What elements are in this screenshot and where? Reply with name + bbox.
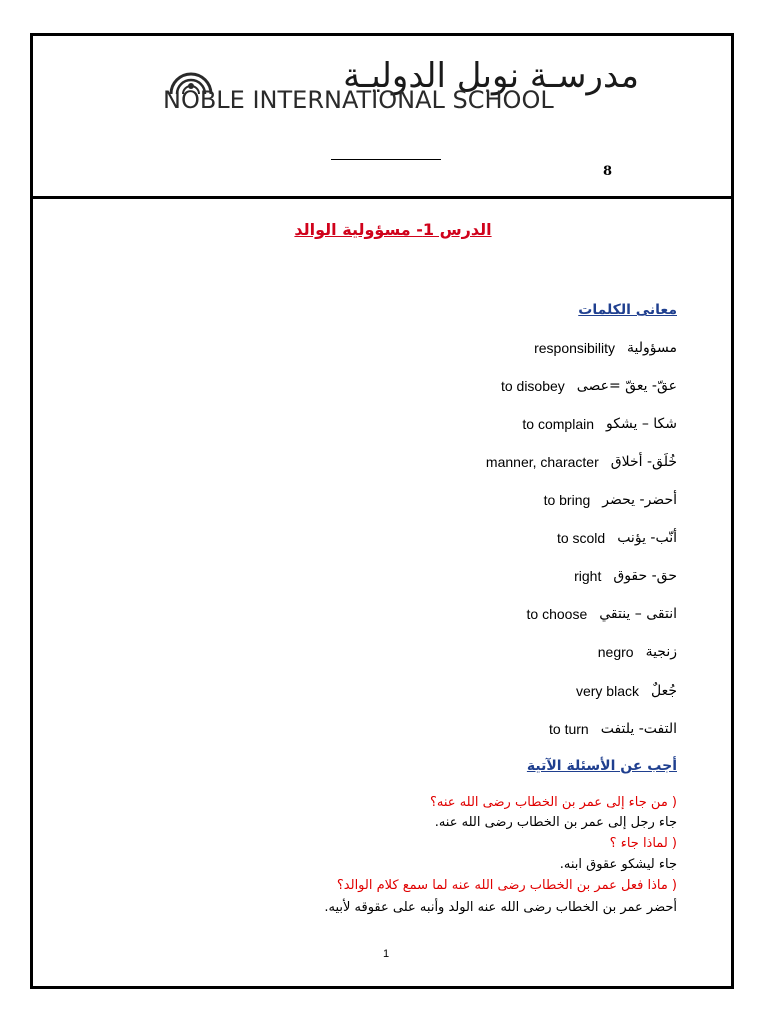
vocab-row: [544, 488, 677, 512]
vocab-arabic: أحضر- يحضر: [602, 492, 677, 508]
vocab-row: [534, 336, 677, 360]
vocab-row: [486, 450, 677, 474]
vocab-arabic: خُلَق- أخلاق: [610, 454, 677, 470]
vocab-english: to turn: [549, 721, 589, 737]
vocab-arabic: انتقى – ينتقي: [599, 606, 677, 622]
answer-2: جاء ليشكو عقوق ابنه.: [559, 857, 677, 872]
page-number: 1: [383, 948, 390, 960]
vocab-arabic: حق- حقوق: [613, 568, 677, 584]
vocab-row: [549, 717, 677, 741]
vocab-arabic: جُعلٌ: [650, 683, 677, 699]
questions-heading: أجب عن الأسئلة الآتية: [526, 758, 677, 774]
question-3: ( ماذا فعل عمر بن الخطاب رضى الله عنه لما سمع كلام الوالد؟: [336, 878, 677, 893]
vocab-english: to complain: [522, 416, 595, 432]
vocab-arabic: أنّب- يؤنب: [617, 530, 677, 546]
vocab-english: to bring: [543, 492, 591, 508]
header: [33, 36, 731, 199]
vocab-english: to disobey: [500, 378, 565, 394]
vocab-row: [557, 526, 677, 550]
vocab-english: to scold: [556, 530, 606, 546]
vocab-english: to choose: [526, 606, 588, 622]
header-underline: [331, 159, 441, 160]
vocab-row: [576, 679, 677, 703]
vocab-english: manner, character: [485, 454, 599, 470]
vocab-english: responsibility: [534, 340, 616, 356]
vocab-row: [598, 640, 677, 664]
page-marker: 8: [603, 164, 613, 179]
vocab-row: [527, 602, 677, 626]
answer-3: أحضر عمر بن الخطاب رضى الله عنه الولد وأنبه على عقوقه لأبيه.: [324, 900, 677, 915]
vocab-arabic: شكا – يشكو: [606, 416, 677, 432]
school-name-english: NOBLE INTERNATIONAL SCHOOL: [163, 86, 554, 114]
vocab-english: right: [574, 568, 602, 584]
vocab-arabic: عقّ- يعقّ =عصى: [576, 378, 677, 394]
vocab-arabic: مسؤولية: [627, 340, 677, 356]
vocab-row: [574, 564, 677, 588]
vocab-english: negro: [597, 644, 634, 660]
page-frame: [30, 33, 734, 989]
question-2: ( لماذا جاء ؟: [609, 836, 677, 851]
school-name-arabic: مدرسـة نوبل الدوليـة: [343, 56, 639, 96]
question-1: ( من جاء إلى عمر بن الخطاب رضى الله عنه؟: [430, 795, 677, 810]
vocab-row: [522, 412, 677, 436]
vocab-arabic: التفت- يلتفت: [600, 721, 677, 737]
lesson-title: الدرس 1- مسؤولية الوالد: [294, 220, 492, 239]
answer-1: جاء رجل إلى عمر بن الخطاب رضى الله عنه.: [434, 815, 677, 830]
vocab-english: very black: [575, 683, 639, 699]
vocab-row: [501, 374, 677, 398]
vocabulary-heading: معانى الكلمات: [578, 302, 677, 318]
vocab-arabic: زنجية: [645, 644, 677, 660]
